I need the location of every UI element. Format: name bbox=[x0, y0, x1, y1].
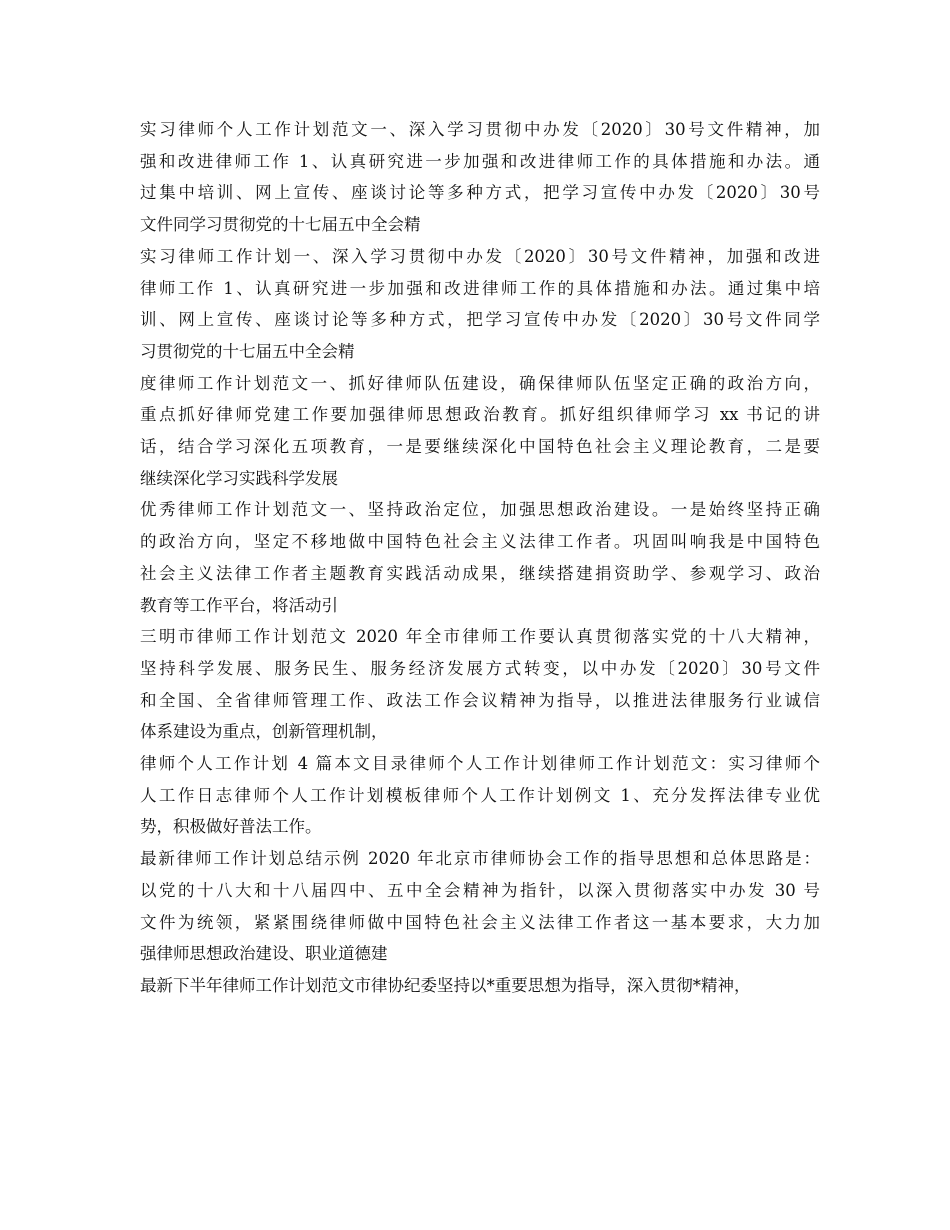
paragraph-line: 话，结合学习深化五项教育，一是要继续深化中国特色社会主义理论教育，二是要 bbox=[140, 437, 820, 457]
paragraph-line: 训、网上宣传、座谈讨论等多种方式，把学习宣传中办发〔2020〕30号文件同学 bbox=[140, 310, 820, 330]
paragraph bbox=[140, 494, 820, 621]
paragraph-line: 优秀律师工作计划范文一、坚持政治定位，加强思想政治建设。一是始终坚持正确 bbox=[140, 500, 820, 520]
paragraph-line: 人工作日志律师个人工作计划模板律师个人工作计划例文 1、充分发挥法律专业优 bbox=[140, 785, 820, 805]
paragraph-line: 习贯彻党的十七届五中全会精 bbox=[140, 341, 355, 361]
document-body bbox=[140, 114, 820, 1002]
paragraph-line: 和全国、全省律师管理工作、政法工作会议精神为指导，以推进法律服务行业诚信 bbox=[140, 690, 820, 710]
paragraph-line: 体系建设为重点，创新管理机制， bbox=[140, 722, 388, 742]
paragraph-line: 实习律师个人工作计划范文一、深入学习贯彻中办发〔2020〕30号文件精神，加 bbox=[140, 120, 820, 139]
paragraph bbox=[140, 241, 820, 368]
paragraph-line: 强律师思想政治建设、职业道德建 bbox=[140, 944, 388, 964]
paragraph-line: 势，积极做好普法工作。 bbox=[140, 817, 322, 837]
paragraph-line: 三明市律师工作计划范文 2020 年全市律师工作要认真贯彻落实党的十八大精神， bbox=[140, 627, 820, 647]
paragraph bbox=[140, 748, 820, 843]
paragraph-line: 坚持科学发展、服务民生、服务经济发展方式转变，以中办发〔2020〕30号文件 bbox=[140, 658, 820, 678]
paragraph-line: 强和改进律师工作 1、认真研究进一步加强和改进律师工作的具体措施和办法。通 bbox=[140, 151, 820, 171]
paragraph-line: 以党的十八大和十八届四中、五中全会精神为指针，以深入贯彻落实中办发 30 号 bbox=[140, 880, 820, 900]
paragraph-line: 度律师工作计划范文一、抓好律师队伍建设，确保律师队伍坚定正确的政治方向， bbox=[140, 373, 820, 393]
paragraph-line: 实习律师工作计划一、深入学习贯彻中办发〔2020〕30号文件精神，加强和改进 bbox=[140, 246, 820, 266]
paragraph-line: 文件同学习贯彻党的十七届五中全会精 bbox=[140, 215, 421, 235]
paragraph-line: 的政治方向，坚定不移地做中国特色社会主义法律工作者。巩固叫响我是中国特色 bbox=[140, 532, 820, 552]
paragraph-line: 过集中培训、网上宣传、座谈讨论等多种方式，把学习宣传中办发〔2020〕30号 bbox=[140, 183, 820, 203]
paragraph-line: 最新下半年律师工作计划范文市律协纪委坚持以*重要思想为指导，深入贯彻*精神， bbox=[140, 975, 751, 995]
paragraph-line: 重点抓好律师党建工作要加强律师思想政治教育。抓好组织律师学习 xx 书记的讲 bbox=[140, 405, 820, 425]
paragraph bbox=[140, 368, 820, 495]
paragraph-line: 社会主义法律工作者主题教育实践活动成果，继续搭建捐资助学、参观学习、政治 bbox=[140, 563, 820, 583]
paragraph-line: 教育等工作平台，将活动引 bbox=[140, 595, 338, 615]
paragraph-line: 律师工作 1、认真研究进一步加强和改进律师工作的具体措施和办法。通过集中培 bbox=[140, 278, 820, 298]
paragraph bbox=[140, 114, 820, 241]
paragraph bbox=[140, 970, 820, 1002]
paragraph bbox=[140, 843, 820, 970]
paragraph bbox=[140, 621, 820, 748]
paragraph-line: 文件为统领，紧紧围绕律师做中国特色社会主义法律工作者这一基本要求，大力加 bbox=[140, 912, 820, 932]
paragraph-line: 最新律师工作计划总结示例 2020 年北京市律师协会工作的指导思想和总体思路是： bbox=[140, 849, 820, 869]
paragraph-line: 继续深化学习实践科学发展 bbox=[140, 468, 338, 488]
paragraph-line: 律师个人工作计划 4 篇本文目录律师个人工作计划律师工作计划范文：实习律师个 bbox=[140, 754, 820, 774]
